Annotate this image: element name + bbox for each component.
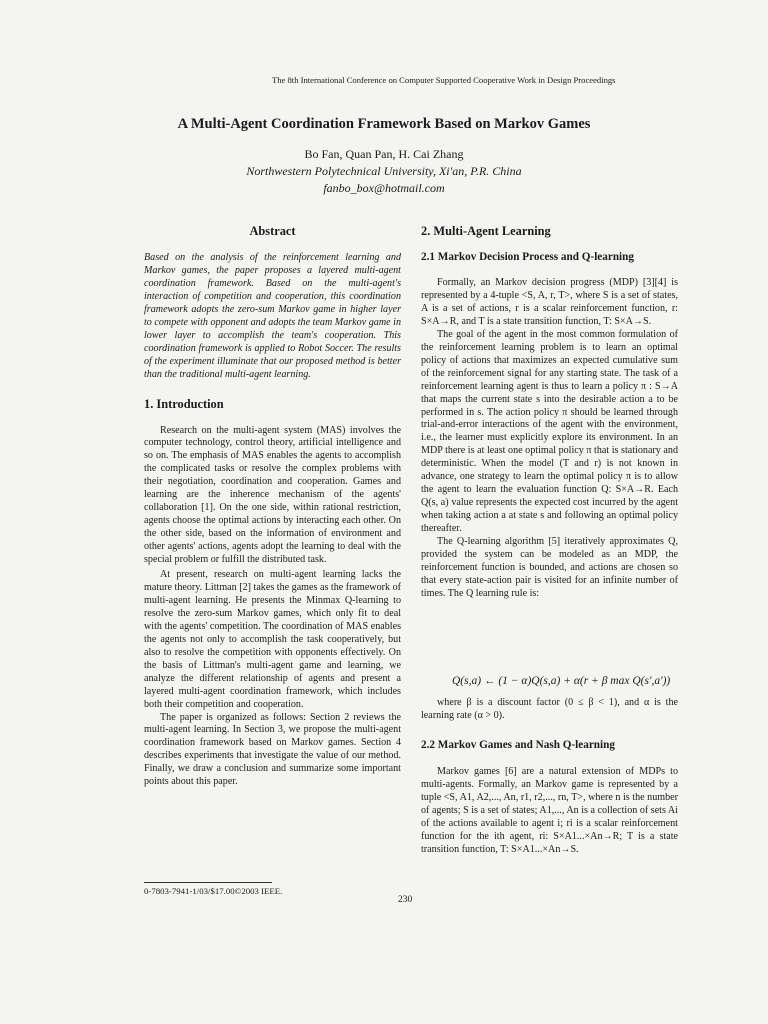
footnote-rule xyxy=(144,882,272,883)
abstract-text: Based on the analysis of the reinforcement learning and Markov games, the paper proposes a layered multi-agent coordination framework. Based on the multi-agent's interaction of competition and cooperation, this coordination framework adopts the zero-sum Markov game in higher layer to compete with opponent and adopts the team Markov game in lower layer to accomplish the team's cooperation. This coordination framework is applied to Robot Soccer. The results of the experiment illuminate that our proposed method is better than the traditional multi-agent learning. xyxy=(144,252,401,380)
markov-games-paragraph: Markov games [6] are a natural extension of MDPs to multi-agents. Formally, an Markov game is represented by a tuple <S, A1, A2,..., An, r1, r2,..., rn, T>, where n is the number of agents; S is a set of states; A1,..., An is a collection of sets Ai of the actions available to agent i; ri is a scalar reinforcement function for the ith agent, ri: S×A1...×An→R; T is a state transition function, T: S×A1...×An→S. xyxy=(421,765,678,855)
mdp-paragraph: Formally, an Markov decision progress (MDP) [3][4] is represented by a 4-tuple <S, A, r, T>, where S is a set of states, A is a set of actions, r is a scalar reinforcement function, r: S×A→R, and T is a state transition function, T: S×A→S. xyxy=(421,277,678,327)
abstract-heading: Abstract xyxy=(249,224,296,238)
right-column xyxy=(421,224,678,601)
right-column-lower xyxy=(421,697,678,857)
discount-paragraph: where β is a discount factor (0 ≤ β < 1), and α is the learning rate (α > 0). xyxy=(421,697,678,721)
author-affiliation: Northwestern Polytechnical University, Xi'an, P.R. China xyxy=(246,164,522,178)
paper-title: A Multi-Agent Coordination Framework Based on Markov Games xyxy=(177,116,591,132)
author-email: fanbo_box@hotmail.com xyxy=(323,181,445,195)
intro-paragraph-2: At present, research on multi-agent learning lacks the mature theory. Littman [2] takes the games as the framework of multi-agent learning. He presents the Minmax Q-learning to resolve the zero-sum Markov games, which only fit to deal with the agents' competition. The coordination of MAS enables the agents not only to accomplish the task cooperatively, but also to resolve the competition with opponents effectively. On the basis of Littman's multi-agent game and learning, we analyze the different relationship of agents and present a layered multi-agent coordination framework, which includes both their competition and cooperation. xyxy=(144,569,401,710)
section2-1-heading: 2.1 Markov Decision Process and Q-learning xyxy=(421,251,634,263)
section2-heading: 2. Multi-Agent Learning xyxy=(421,224,551,238)
intro-heading: 1. Introduction xyxy=(144,396,224,411)
q-learning-paragraph: The Q-learning algorithm [5] iteratively approximates Q, provided the system can be modeled as an MDP, the reinforcement function is bounded, and actions are chosen so that every state-action pair is visited for an infinite number of times. The Q learning rule is: xyxy=(421,536,678,599)
page-number: 230 xyxy=(398,895,413,905)
section2-2-heading: 2.2 Markov Games and Nash Q-learning xyxy=(421,738,615,751)
intro-paragraph-3: The paper is organized as follows: Section 2 reviews the multi-agent learning. In Section 3, we propose the multi-agent coordination framework based on Markov games. Section 4 describes experiments that investigate the value of our method. Finally, we draw a conclusion and summarize some important points about this paper. xyxy=(144,711,401,788)
intro-paragraph-1: Research on the multi-agent system (MAS) involves the computer technology, control theory, artificial intelligence and so on. The emphasis of MAS enables the agents to accomplish the complicated tasks or resolve the complex problems with their negotiation, coordination and cooperation. Games and learning are the inherence mechanism of the agents' collaboration [1]. On the one side, within rational restriction, agents choose the optimal actions by interacting each other. On the other side, based on the information of environment and other agents' actions, agents adopt the learning to deal with the special problem or fulfill the distributed task. xyxy=(144,424,401,566)
author-list: Bo Fan, Quan Pan, H. Cai Zhang xyxy=(304,147,464,161)
conference-header: The 8th International Conference on Computer Supported Cooperative Work in Design Proceedings xyxy=(272,75,616,85)
left-column xyxy=(144,224,401,789)
goal-paragraph: The goal of the agent in the most common formulation of the reinforcement learning problem is to learn an optimal policy of actions that maximizes an expected cumulative sum of the reinforcement signal for any starting state. The task of a reinforcement learning agent is thus to learn a policy π : S→A that maps the current state s into the desirable action a to be performed in s. The action policy π should be learned through trial-and-error interactions of the agent with the environment, i.e., the learner must explicitly explore its environment. In an MDP there is at least one optimal policy π that is stationary and deterministic. When the model (T and r) is not known in advance, one strategy to learn the optimal policy π is to allow the agent to learn the evaluation function Q: S×A→R. Each Q(s, a) value represents the expected cost incurred by the agent when taking action a at state s and following an optimal policy thereafter. xyxy=(421,328,678,535)
q-learning-equation: Q(s,a) ← (1 − α)Q(s,a) + α(r + β max Q(s′,a′)) xyxy=(452,675,671,687)
copyright-footnote: 0-7803-7941-1/03/$17.00©2003 IEEE. xyxy=(144,886,283,896)
